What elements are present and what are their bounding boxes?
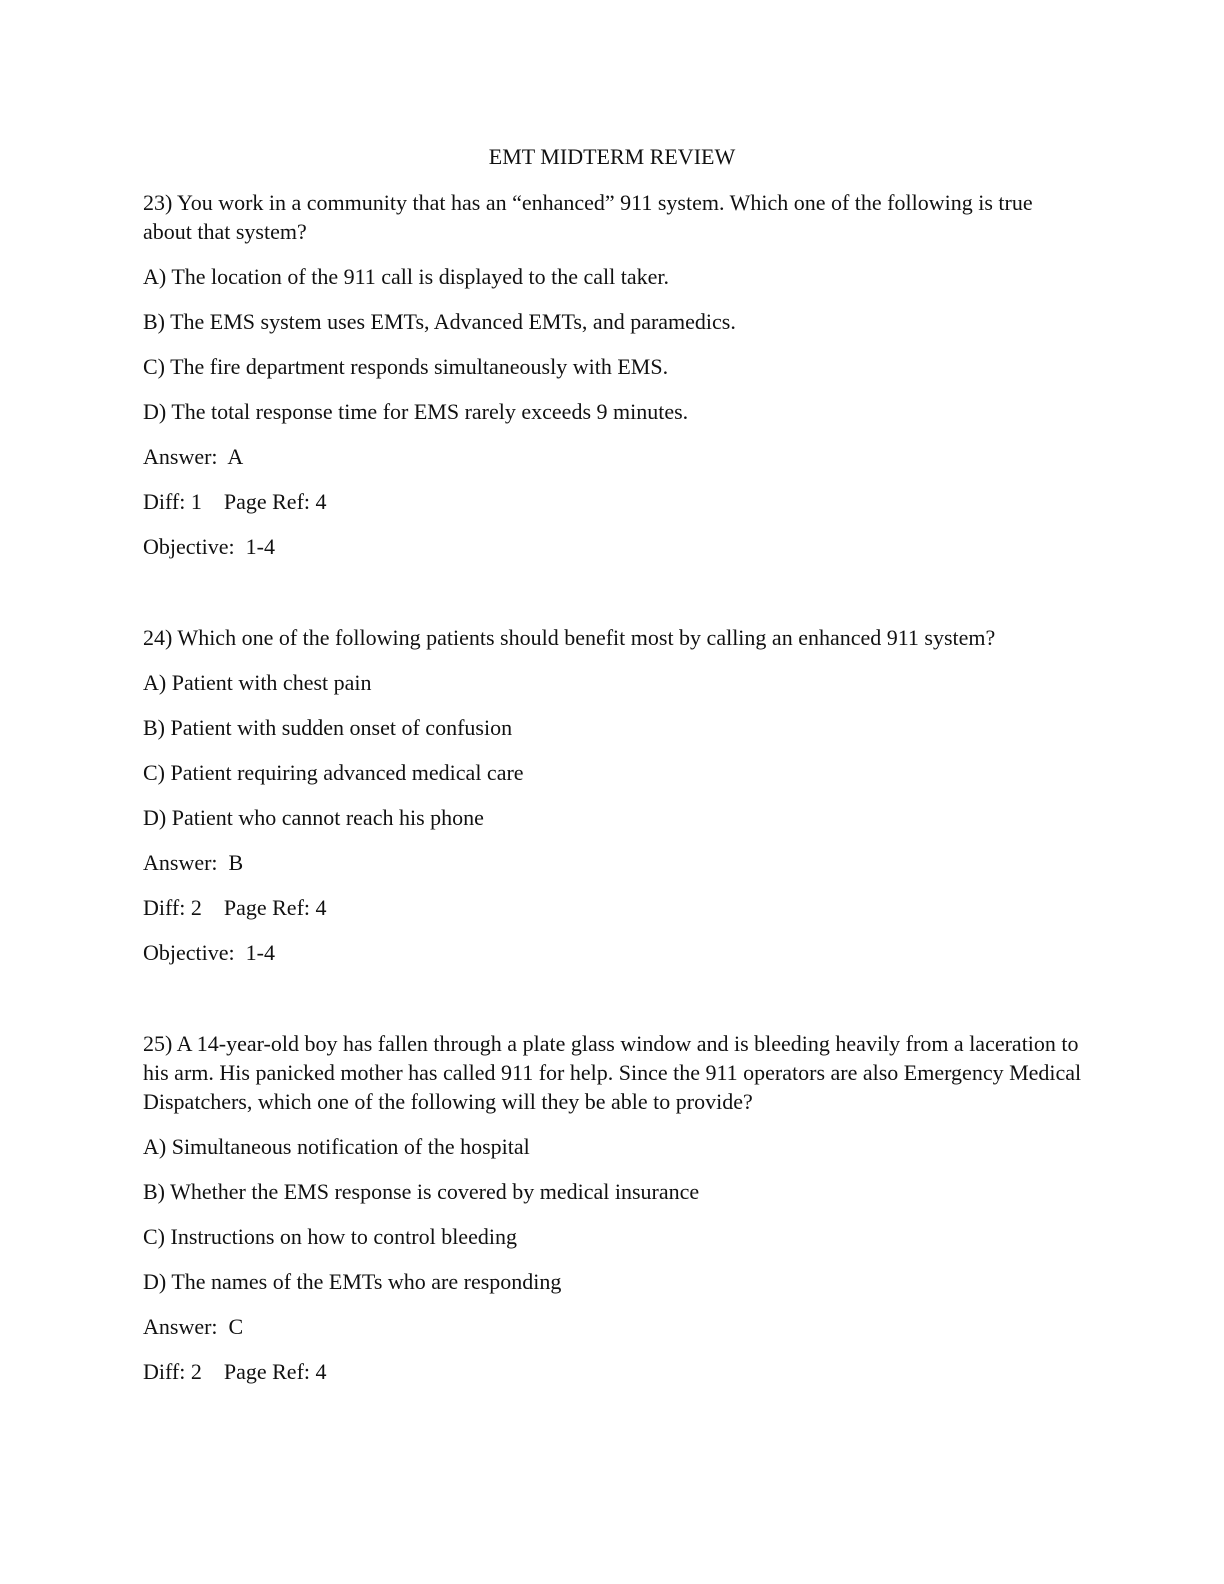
answer-option-b: B) Patient with sudden onset of confusion xyxy=(143,715,513,740)
answer-option-c: C) Patient requiring advanced medical care xyxy=(143,760,524,785)
difficulty-page-ref: Diff: 2 Page Ref: 4 xyxy=(143,895,327,920)
answer-option-d: D) Patient who cannot reach his phone xyxy=(143,805,484,830)
answer-option-c: C) Instructions on how to control bleeding xyxy=(143,1224,517,1249)
answer-option-a: A) The location of the 911 call is displayed to the call taker. xyxy=(143,264,670,289)
question-block-25 xyxy=(143,1029,1083,1386)
answer-option-a: A) Patient with chest pain xyxy=(143,670,372,695)
question-block-24 xyxy=(143,623,1083,967)
document-body xyxy=(143,188,1083,1402)
answer-option-d: D) The names of the EMTs who are responding xyxy=(143,1269,562,1294)
question-text: 23) You work in a community that has an “enhanced” 911 system. Which one of the following is true about that system? xyxy=(143,190,1033,244)
question-text: 25) A 14-year-old boy has fallen through a plate glass window and is bleeding heavily from a laceration to his arm. His panicked mother has called 911 for help. Since the 911 operators are also Emergency Medical Dispatchers, which one of the following will they be able to provide? xyxy=(143,1031,1082,1114)
objective-line: Objective: 1-4 xyxy=(143,534,275,559)
objective-line: Objective: 1-4 xyxy=(143,940,275,965)
question-spacer xyxy=(143,577,1083,623)
question-text: 24) Which one of the following patients should benefit most by calling an enhanced 911 system? xyxy=(143,625,996,650)
answer-option-b: B) Whether the EMS response is covered by medical insurance xyxy=(143,1179,700,1204)
answer-option-d: D) The total response time for EMS rarely exceeds 9 minutes. xyxy=(143,399,689,424)
difficulty-page-ref: Diff: 2 Page Ref: 4 xyxy=(143,1359,327,1384)
answer-option-c: C) The fire department responds simultaneously with EMS. xyxy=(143,354,669,379)
answer-line: Answer: C xyxy=(143,1314,244,1339)
answer-option-b: B) The EMS system uses EMTs, Advanced EMTs, and paramedics. xyxy=(143,309,736,334)
question-spacer xyxy=(143,983,1083,1029)
answer-option-a: A) Simultaneous notification of the hospital xyxy=(143,1134,530,1159)
page-title: EMT MIDTERM REVIEW xyxy=(488,144,736,169)
difficulty-page-ref: Diff: 1 Page Ref: 4 xyxy=(143,489,327,514)
answer-line: Answer: B xyxy=(143,850,244,875)
answer-line: Answer: A xyxy=(143,444,244,469)
question-block-23 xyxy=(143,188,1083,561)
